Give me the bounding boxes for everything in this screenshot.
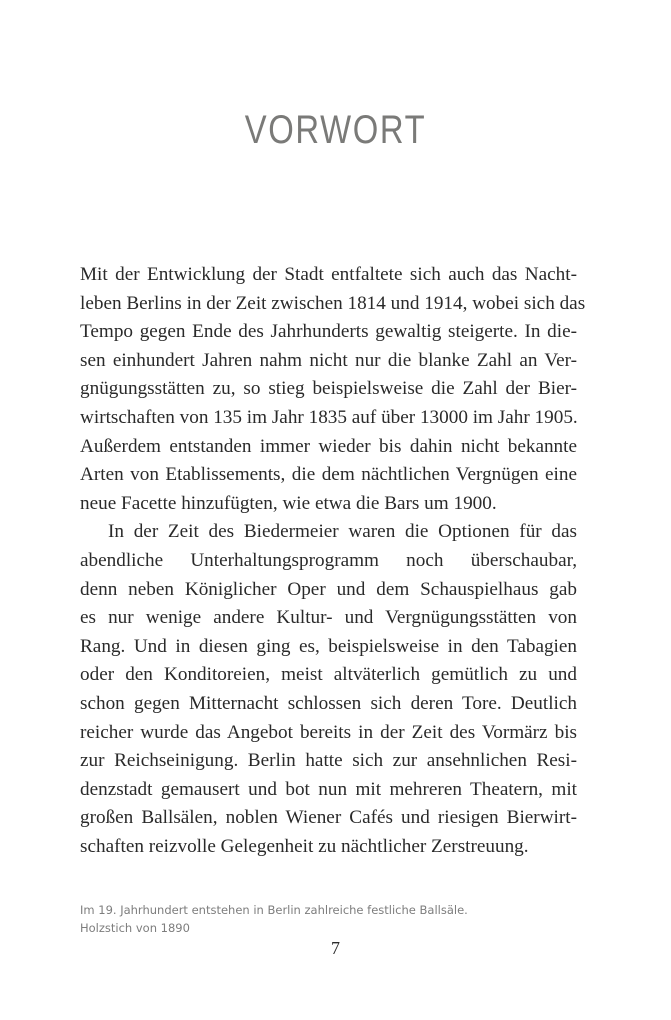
text-line: abendliche Unterhaltungsprogramm noch überschaubar, — [80, 549, 577, 571]
text-line: Außerdem entstanden immer wieder bis dahin nicht bekannte — [80, 435, 577, 457]
text-line: In der Zeit des Biedermeier waren die Optionen für das — [108, 521, 577, 543]
text-line: Rang. Und in diesen ging es, beispielsweise in den Tabagien — [80, 635, 577, 657]
text-line: denn neben Königlicher Oper und dem Schauspielhaus gab — [80, 578, 577, 600]
caption-line: Im 19. Jahrhundert entstehen in Berlin zahlreiche festliche Ballsäle. — [80, 903, 468, 917]
caption-line: Holzstich von 1890 — [80, 920, 190, 935]
text-line: wirtschaften von 135 im Jahr 1835 auf über 13000 im Jahr 1905. — [80, 406, 578, 428]
text-line: neue Facette hinzufügten, wie etwa die Bars um 1900. — [80, 492, 497, 514]
text-line: schon gegen Mitternacht schlossen sich deren Tore. Deutlich — [80, 692, 577, 714]
chapter-title: VORWORT — [244, 108, 427, 152]
text-line: Mit der Entwicklung der Stadt entfaltete sich auch das Nacht- — [80, 264, 577, 285]
text-line: Tempo gegen Ende des Jahrhunderts gewaltig steigerte. In die- — [80, 321, 577, 343]
text-line: zur Reichseinigung. Berlin hatte sich zur ansehnlichen Resi- — [80, 750, 577, 772]
text-line: gnügungsstätten zu, so stieg beispielsweise die Zahl der Bier- — [80, 378, 577, 400]
text-line: oder den Konditoreien, meist altväterlich gemütlich zu und — [80, 664, 577, 686]
text-line: reicher wurde das Angebot bereits in der Zeit des Vormärz bis — [80, 721, 577, 743]
body-text — [80, 261, 586, 861]
page-number: 7 — [331, 938, 340, 958]
text-line: sen einhundert Jahren nahm nicht nur die blanke Zahl an Ver- — [80, 349, 577, 371]
text-line: schaften reizvolle Gelegenheit zu nächtlicher Zerstreuung. — [80, 835, 529, 857]
paragraph-2 — [80, 518, 577, 861]
image-caption — [80, 902, 468, 937]
text-line: es nur wenige andere Kultur- und Vergnügungsstätten von — [80, 607, 577, 629]
paragraph-1 — [80, 261, 586, 518]
text-line: denzstadt gemausert und bot nun mit mehreren Theatern, mit — [80, 778, 577, 800]
text-line: leben Berlins in der Zeit zwischen 1814 und 1914, wobei sich das — [80, 292, 586, 314]
text-line: Arten von Etablissements, die dem nächtlichen Vergnügen eine — [80, 464, 577, 486]
text-line: großen Ballsälen, noblen Wiener Cafés und riesigen Bierwirt- — [80, 807, 577, 829]
